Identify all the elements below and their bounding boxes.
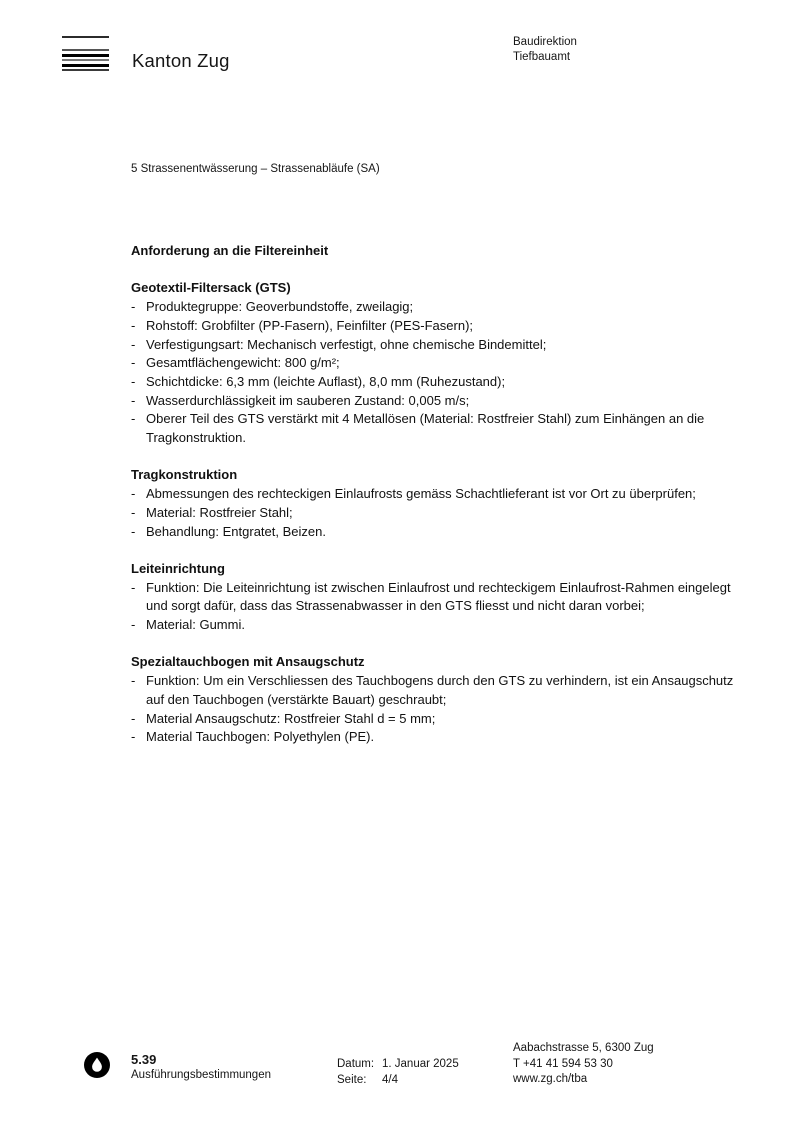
list-item-text: Material Tauchbogen: Polyethylen (PE). xyxy=(146,729,375,745)
bullet-dash: - xyxy=(131,617,136,633)
list-item xyxy=(131,579,743,616)
footer-contact-block xyxy=(513,1041,654,1088)
list-item xyxy=(131,710,743,729)
bullet-dash: - xyxy=(131,523,136,539)
list-item xyxy=(131,392,743,411)
page-value: 4/4 xyxy=(382,1073,398,1086)
section-heading: Leiteinrichtung xyxy=(131,560,225,576)
bullet-dash: - xyxy=(131,317,136,333)
list-item xyxy=(131,672,743,709)
kanton-zug-logo xyxy=(62,36,109,71)
bullet-dash: - xyxy=(131,411,136,427)
document-chapter-subtitle: 5 Strassenentwässerung – Strassenabläufe (SA) xyxy=(131,163,380,175)
org-name: Kanton Zug xyxy=(132,50,230,71)
section xyxy=(131,279,743,447)
section-list xyxy=(131,672,743,747)
bullet-dash: - xyxy=(131,355,136,371)
bullet-dash: - xyxy=(131,486,136,502)
page-label: Seite: xyxy=(337,1073,367,1086)
footer-meta-block xyxy=(337,1057,459,1088)
chapter-name: Ausführungsbestimmungen xyxy=(131,1069,271,1081)
water-drop-icon xyxy=(84,1052,110,1078)
list-item-text: Abmessungen des rechteckigen Einlaufrosts gemäss Schachtlieferant ist vor Ort zu überprüfen; xyxy=(146,486,696,502)
list-item-text: Funktion: Um ein Verschliessen des Tauchbogens durch den GTS zu verhindern, ist ein Ansaugschutz auf den Tauchbogen (verstärkte Bauart) geschraubt; xyxy=(146,673,734,707)
page-title: Anforderung an die Filtereinheit xyxy=(131,243,329,258)
logo-stripe xyxy=(62,69,109,71)
list-item-text: Wasserdurchlässigkeit im sauberen Zustand: 0,005 m/s; xyxy=(146,392,470,408)
list-item xyxy=(131,616,743,635)
list-item xyxy=(131,485,743,504)
section xyxy=(131,466,743,541)
section-list xyxy=(131,485,743,541)
list-item xyxy=(131,298,743,317)
list-item-text: Rohstoff: Grobfilter (PP-Fasern), Feinfilter (PES-Fasern); xyxy=(146,317,474,333)
sections xyxy=(131,279,743,747)
list-item-text: Gesamtflächengewicht: 800 g/m²; xyxy=(146,355,340,371)
list-item xyxy=(131,523,743,542)
list-item-text: Schichtdicke: 6,3 mm (leichte Auflast), 8,0 mm (Ruhezustand); xyxy=(146,373,506,389)
document-body xyxy=(131,242,743,747)
list-item xyxy=(131,336,743,355)
bullet-dash: - xyxy=(131,373,136,389)
date-value: 1. Januar 2025 xyxy=(382,1058,459,1070)
bullet-dash: - xyxy=(131,336,136,352)
list-item-text: Behandlung: Entgratet, Beizen. xyxy=(146,523,326,539)
section xyxy=(131,653,743,747)
footer-date-row xyxy=(337,1057,459,1073)
chapter-number: 5.39 xyxy=(131,1052,157,1067)
section-heading: Spezialtauchbogen mit Ansaugschutz xyxy=(131,654,365,670)
header-department-block xyxy=(513,35,577,65)
list-item xyxy=(131,728,743,747)
list-item-text: Funktion: Die Leiteinrichtung ist zwischen Einlaufrost und rechteckigem Einlaufrost-Rahmen eingelegt und sorgt dafür, dass das Strassenabwasser in den GTS fliesst und nicht daran vorbei; xyxy=(146,579,731,614)
section-heading: Tragkonstruktion xyxy=(131,467,238,483)
list-item xyxy=(131,373,743,392)
footer-page-row xyxy=(337,1073,459,1089)
section-list xyxy=(131,579,743,635)
bullet-dash: - xyxy=(131,299,136,315)
date-label: Datum: xyxy=(337,1058,375,1070)
bullet-dash: - xyxy=(131,729,136,745)
section xyxy=(131,560,743,635)
footer-address: Aabachstrasse 5, 6300 Zug xyxy=(513,1042,654,1054)
bullet-dash: - xyxy=(131,710,136,726)
list-item-text: Material: Gummi. xyxy=(146,617,245,633)
footer-chapter-block xyxy=(131,1052,271,1084)
footer-phone: T +41 41 594 53 30 xyxy=(513,1057,613,1070)
list-item xyxy=(131,354,743,373)
bullet-dash: - xyxy=(131,579,136,595)
office-name: Tiefbauamt xyxy=(513,51,571,63)
section-heading: Geotextil-Filtersack (GTS) xyxy=(131,280,291,296)
section-list xyxy=(131,298,743,448)
footer-website: www.zg.ch/tba xyxy=(513,1073,588,1085)
list-item-text: Material: Rostfreier Stahl; xyxy=(146,504,293,520)
list-item xyxy=(131,317,743,336)
list-item xyxy=(131,410,743,447)
list-item-text: Oberer Teil des GTS verstärkt mit 4 Metallösen (Material: Rostfreier Stahl) zum Einhängen an die Tragkonstruktion. xyxy=(146,411,705,446)
bullet-dash: - xyxy=(131,673,136,689)
bullet-dash: - xyxy=(131,504,136,520)
list-item-text: Material Ansaugschutz: Rostfreier Stahl d = 5 mm; xyxy=(146,710,436,726)
list-item-text: Verfestigungsart: Mechanisch verfestigt, ohne chemische Bindemittel; xyxy=(146,336,547,352)
list-item-text: Produktegruppe: Geoverbundstoffe, zweilagig; xyxy=(146,299,414,315)
bullet-dash: - xyxy=(131,392,136,408)
department-name: Baudirektion xyxy=(513,36,577,48)
list-item xyxy=(131,504,743,523)
